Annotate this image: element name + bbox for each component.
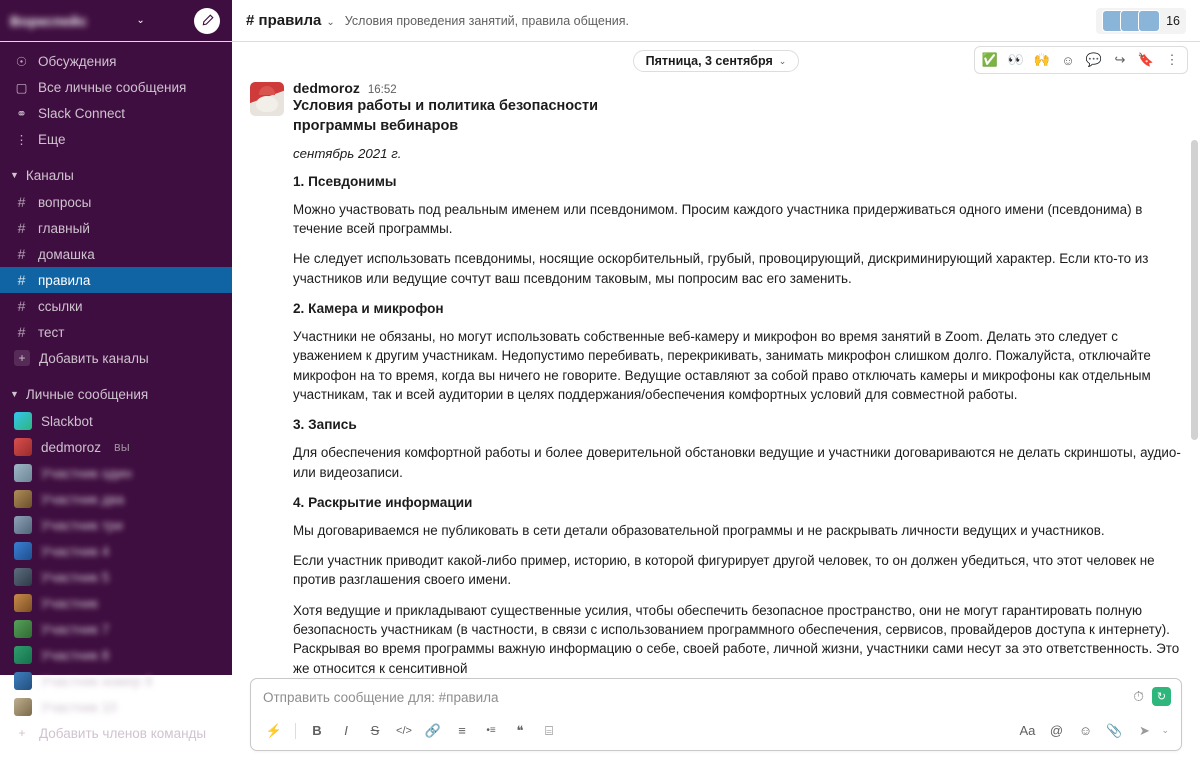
sidebar-item-dm-5[interactable]: [0, 512, 232, 538]
composer: [250, 678, 1182, 751]
document-date: сентябрь 2021 г.: [293, 145, 402, 161]
message-toolbar: [232, 42, 1200, 80]
channel-title-button[interactable]: [246, 12, 335, 29]
workspace-name-label: Воркспейс: [10, 12, 88, 29]
message-input[interactable]: Отправить сообщение для: #правила: [263, 689, 499, 705]
avatar: [14, 620, 32, 638]
chevron-down-icon: ▼: [10, 389, 19, 399]
sidebar-item-channel-voprosy[interactable]: [0, 189, 232, 215]
channel-header: [232, 0, 1200, 41]
huddle-badge-icon[interactable]: ↻: [1152, 687, 1171, 706]
sidebar-item-label: Участник номер 9: [41, 673, 153, 689]
message-list: [232, 80, 1200, 678]
sidebar-item-channel-domashka[interactable]: [0, 241, 232, 267]
bulleted-list-icon[interactable]: •≡: [486, 725, 496, 737]
sidebar-item-more[interactable]: [0, 126, 232, 152]
sidebar-item-label: Участник три: [41, 517, 123, 533]
channel-members-button[interactable]: [1096, 8, 1186, 34]
section-heading-1: 1. Псевдонимы: [293, 173, 397, 189]
sidebar-item-label: правила: [38, 272, 91, 288]
sidebar-item-label: Добавить членов команды: [39, 725, 207, 741]
reaction-hands-icon[interactable]: 🙌: [1033, 52, 1051, 67]
sidebar-section-label: Личные сообщения: [25, 386, 149, 402]
sidebar-item-label: Еще: [38, 131, 66, 147]
workspace-header[interactable]: [0, 0, 232, 41]
paragraph: Можно участвовать под реальным именем или псевдонимом. Просим каждого участника придерживаться одного имени (псевдонима) в течение всей программы.: [293, 201, 1143, 237]
add-reaction-icon[interactable]: ☺: [1061, 52, 1075, 68]
member-avatars: [1102, 10, 1160, 32]
sidebar-item-slack-connect[interactable]: [0, 100, 232, 126]
code-icon[interactable]: </>: [396, 724, 412, 737]
sidebar-section-channels[interactable]: [0, 161, 232, 189]
dm-you-label: вы: [114, 440, 130, 454]
sidebar: [0, 42, 232, 741]
sidebar-item-label: вопросы: [38, 194, 92, 210]
date-divider-button[interactable]: [633, 50, 800, 72]
sidebar-item-label: Участник 8: [41, 647, 110, 663]
sidebar-item-label: ссылки: [38, 298, 83, 314]
channel-topic[interactable]: Условия проведения занятий, правила общения.: [344, 13, 629, 28]
document-title-line1: Условия работы и политика безопасности: [293, 98, 599, 114]
more-actions-icon[interactable]: ⋮: [1165, 52, 1179, 67]
sidebar-item-label: Обсуждения: [38, 53, 117, 69]
body: [0, 42, 1200, 741]
avatar: [1138, 10, 1160, 32]
chevron-down-icon[interactable]: ⌄: [136, 15, 145, 26]
sidebar-item-label: Участник 4: [41, 543, 110, 559]
paragraph: Если участник приводит какой-либо пример, историю, в которой фигурирует другой человек, то он должен убедиться, что этот человек не против разглашения своего имени.: [293, 553, 1155, 588]
sidebar-item-channel-glavnyi[interactable]: [0, 215, 232, 241]
italic-icon[interactable]: I: [344, 723, 348, 739]
sidebar-item-label: Участник 5: [41, 569, 110, 585]
link-icon[interactable]: 🔗: [424, 722, 442, 738]
avatar: [14, 646, 32, 664]
avatar[interactable]: [250, 82, 284, 116]
sidebar-item-dm-8[interactable]: [0, 590, 232, 616]
chat-icon: ☉: [15, 54, 28, 69]
document-title-line2: программы вебинаров: [293, 118, 459, 135]
sidebar-item-dm-7[interactable]: [0, 564, 232, 590]
avatar: [14, 698, 32, 716]
avatar: [14, 594, 32, 612]
sidebar-item-label: dedmoroz: [41, 439, 102, 455]
avatar: [14, 412, 32, 430]
add-team-members-button[interactable]: [0, 720, 232, 746]
message-author[interactable]: dedmoroz: [293, 80, 360, 96]
sidebar-item-dm-3[interactable]: [0, 460, 232, 486]
section-heading-4: 4. Раскрытие информации: [293, 494, 473, 510]
channel-name-label: # правила: [246, 12, 322, 29]
sidebar-item-dm-4[interactable]: [0, 486, 232, 512]
code-block-icon[interactable]: ⌸: [545, 722, 553, 738]
message-input-row[interactable]: [251, 679, 1181, 714]
avatar: [14, 516, 32, 534]
avatar: [14, 490, 32, 508]
sidebar-item-label: тест: [38, 324, 65, 340]
hash-icon: #: [17, 324, 26, 340]
dm-icon: ▢: [15, 80, 28, 95]
send-button[interactable]: ➤: [1139, 722, 1150, 738]
hash-icon: #: [17, 298, 26, 314]
attachment-icon[interactable]: 📎: [1106, 722, 1123, 738]
sidebar-item-channel-pravila[interactable]: [0, 267, 232, 293]
plus-icon: +: [14, 725, 30, 741]
sidebar-item-label: Добавить каналы: [39, 350, 149, 366]
chevron-down-icon: ⌄: [778, 55, 787, 66]
avatar: [14, 542, 32, 560]
blockquote-icon[interactable]: ❝: [516, 722, 524, 738]
sidebar-item-dm-12[interactable]: [0, 694, 232, 720]
composer-right-actions: [1133, 687, 1171, 706]
message: [250, 80, 1182, 678]
message-hover-actions: [974, 46, 1188, 74]
sidebar-item-channel-test[interactable]: [0, 319, 232, 345]
member-count: 16: [1166, 13, 1180, 28]
bold-icon[interactable]: B: [312, 723, 322, 739]
hash-icon: #: [17, 246, 26, 262]
add-channels-button[interactable]: [0, 345, 232, 371]
composer-right-toolbar: [1014, 719, 1171, 743]
save-message-icon[interactable]: 🔖: [1137, 52, 1155, 67]
text-format-icon[interactable]: Aa: [1019, 723, 1036, 739]
sidebar-item-dm-slackbot[interactable]: [0, 408, 232, 434]
date-divider-label: Пятница, 3 сентября: [645, 54, 773, 68]
sidebar-item-label: Slackbot: [41, 413, 93, 429]
sidebar-item-label: Участник: [41, 595, 98, 611]
sidebar-section-label: Каналы: [25, 167, 74, 183]
strikethrough-icon[interactable]: S: [370, 723, 380, 739]
main-panel: [232, 42, 1200, 739]
chevron-down-icon: ▼: [10, 170, 19, 180]
connect-icon: ⚭: [16, 106, 27, 121]
sidebar-item-dm-9[interactable]: [0, 616, 232, 642]
sidebar-item-all-dms[interactable]: [0, 74, 232, 100]
pencil-icon: [201, 14, 214, 27]
sidebar-item-label: Все личные сообщения: [38, 79, 187, 95]
message-header: [293, 80, 1182, 96]
sidebar-item-dm-dedmoroz[interactable]: [0, 434, 232, 460]
hash-icon: #: [17, 194, 26, 210]
hash-icon: #: [17, 220, 26, 236]
avatar: [14, 568, 32, 586]
sidebar-item-label: Slack Connect: [38, 105, 126, 121]
sidebar-item-dm-10[interactable]: [0, 642, 232, 668]
section-heading-3: 3. Запись: [293, 417, 357, 433]
paragraph: Участники не обязаны, но могут использовать собственные веб-камеру и микрофон во время занятий в Zoom. Делать это следует с уважением к другим участникам. Недопустимо перебивать, перекрикивать, занимать микрофон слишком долго. Пожалуйста, отключайте микрофон на то время, когда вы ничего не говорите. Ведущие оставляют за собой право отключать камеры и микрофоны как отдельным участникам, так и всей аудитории в целях поддержания/обеспечения комфортных условий для совместной работы.: [293, 329, 1151, 402]
ordered-list-icon[interactable]: ≡: [458, 723, 466, 739]
share-message-icon[interactable]: ↪: [1114, 52, 1126, 67]
sidebar-item-channel-ssylki[interactable]: [0, 293, 232, 319]
sidebar-item-label: главный: [38, 220, 90, 236]
paragraph: Мы договариваемся не публиковать в сети детали образовательной программы и не раскрывать личности ведущих и участников.: [293, 522, 1105, 538]
top-bar: [0, 0, 1200, 42]
sidebar-item-label: Участник 10: [41, 699, 117, 715]
paragraph: Для обеспечения комфортной работы и более доверительной обстановки ведущие и участники договариваются не делать скриншоты, аудио- или видеозаписи.: [293, 445, 1181, 480]
section-heading-2: 2. Камера и микрофон: [293, 301, 444, 317]
reaction-check-icon[interactable]: ✅: [981, 52, 999, 67]
sidebar-item-dm-11[interactable]: [0, 668, 232, 694]
paragraph: Не следует использовать псевдонимы, носящие оскорбительный, грубый, провоцирующий, дискриминирующий характер. Если кто-то из участников или ведущие сочтут ваш псевдоним таковым, мы попросим вас его заменить.: [293, 251, 1149, 286]
message-timestamp[interactable]: 16:52: [367, 84, 397, 96]
avatar: [14, 438, 32, 456]
paragraph: Хотя ведущие и прикладывают существенные усилия, чтобы обеспечить безопасное пространство, они не могут гарантировать полную безопасность участникам (в частности, в связи с использованием программного обеспечения, сервисов, провайдеров доступа к интернету). Раскрывая во время программы важную информацию о себе, своей работе, личной жизни, участники сами несут за это ответственность. Это же относится к сенситивной: [293, 602, 1180, 676]
sidebar-item-label: Участник два: [41, 491, 125, 507]
sidebar-item-dm-6[interactable]: [0, 538, 232, 564]
sidebar-section-dms[interactable]: [0, 380, 232, 408]
reply-thread-icon[interactable]: 💬: [1085, 52, 1103, 67]
more-icon: ⋮: [15, 132, 28, 147]
composer-area: [232, 678, 1200, 765]
avatar: [14, 464, 32, 482]
message-body: [293, 80, 1182, 678]
workspace-name-button[interactable]: [10, 13, 87, 29]
hash-icon: #: [17, 272, 26, 288]
emoji-icon[interactable]: ☺: [1078, 723, 1093, 739]
formatting-toggle-icon[interactable]: ⚡: [265, 722, 283, 738]
compose-message-button[interactable]: [194, 8, 220, 34]
plus-icon: +: [14, 350, 30, 366]
sidebar-item-threads[interactable]: [0, 48, 232, 74]
mention-icon[interactable]: @: [1049, 723, 1064, 739]
message-scrollbar[interactable]: [1191, 140, 1198, 440]
composer-toolbar: [251, 714, 1181, 750]
divider: [295, 723, 296, 739]
chevron-down-icon[interactable]: ⌄: [1161, 725, 1169, 736]
reaction-eyes-icon[interactable]: 👀: [1007, 52, 1025, 67]
schedule-send-icon[interactable]: ⏱: [1133, 687, 1144, 704]
avatar: [14, 672, 32, 690]
sidebar-item-label: Участник один: [41, 465, 132, 481]
chevron-down-icon: ⌄: [326, 17, 335, 28]
sidebar-item-label: домашка: [38, 246, 95, 262]
sidebar-item-label: Участник 7: [41, 621, 110, 637]
